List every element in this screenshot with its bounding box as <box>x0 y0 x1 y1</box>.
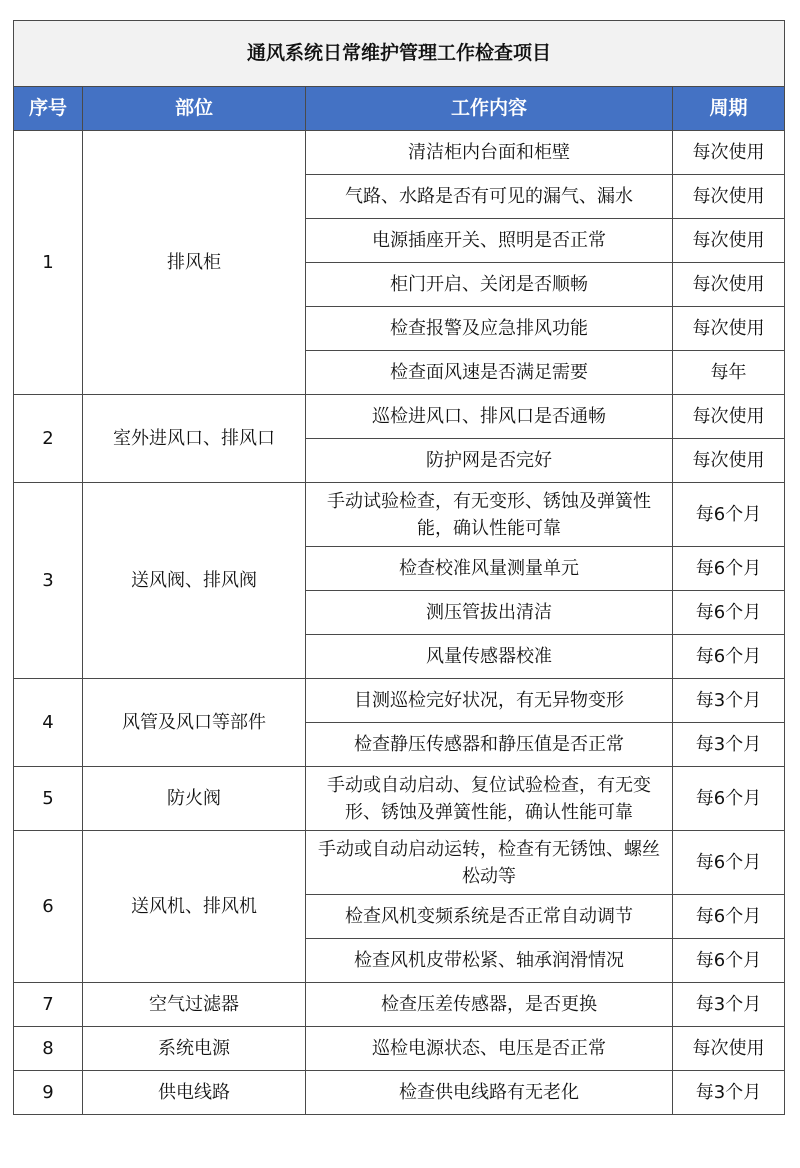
task-cycle: 每6个月 <box>673 483 785 547</box>
row-number: 8 <box>14 1027 83 1071</box>
task-cycle: 每6个月 <box>673 767 785 831</box>
task-cycle: 每6个月 <box>673 831 785 895</box>
task-cycle: 每6个月 <box>673 547 785 591</box>
part-name: 防火阀 <box>83 767 306 831</box>
task-cycle: 每次使用 <box>673 219 785 263</box>
table-row <box>14 767 785 831</box>
table-row <box>14 483 785 547</box>
task-content: 检查风机变频系统是否正常自动调节 <box>306 895 673 939</box>
row-number: 5 <box>14 767 83 831</box>
part-name: 供电线路 <box>83 1071 306 1115</box>
header-row <box>14 87 785 131</box>
task-cycle: 每次使用 <box>673 395 785 439</box>
row-number: 1 <box>14 131 83 395</box>
task-cycle: 每6个月 <box>673 939 785 983</box>
task-content: 手动或自动启动运转，检查有无锈蚀、螺丝松动等 <box>306 831 673 895</box>
task-content: 防护网是否完好 <box>306 439 673 483</box>
task-content: 巡检电源状态、电压是否正常 <box>306 1027 673 1071</box>
row-number: 2 <box>14 395 83 483</box>
task-content: 检查压差传感器，是否更换 <box>306 983 673 1027</box>
task-cycle: 每次使用 <box>673 263 785 307</box>
title-row <box>14 21 785 87</box>
task-content: 巡检进风口、排风口是否通畅 <box>306 395 673 439</box>
task-cycle: 每次使用 <box>673 439 785 483</box>
task-cycle: 每3个月 <box>673 1071 785 1115</box>
task-content: 检查供电线路有无老化 <box>306 1071 673 1115</box>
header-part: 部位 <box>83 87 306 131</box>
task-content: 柜门开启、关闭是否顺畅 <box>306 263 673 307</box>
task-content: 目测巡检完好状况，有无异物变形 <box>306 679 673 723</box>
row-number: 7 <box>14 983 83 1027</box>
maintenance-table-container <box>13 20 784 1115</box>
row-number: 3 <box>14 483 83 679</box>
task-content: 手动或自动启动、复位试验检查，有无变形、锈蚀及弹簧性能，确认性能可靠 <box>306 767 673 831</box>
maintenance-table <box>13 20 785 1115</box>
table-row <box>14 131 785 175</box>
task-content: 电源插座开关、照明是否正常 <box>306 219 673 263</box>
table-row <box>14 395 785 439</box>
task-content: 手动试验检查，有无变形、锈蚀及弹簧性能，确认性能可靠 <box>306 483 673 547</box>
task-cycle: 每3个月 <box>673 723 785 767</box>
task-content: 检查面风速是否满足需要 <box>306 351 673 395</box>
task-cycle: 每6个月 <box>673 635 785 679</box>
part-name: 空气过滤器 <box>83 983 306 1027</box>
table-title: 通风系统日常维护管理工作检查项目 <box>14 21 785 87</box>
row-number: 6 <box>14 831 83 983</box>
task-cycle: 每次使用 <box>673 1027 785 1071</box>
task-content: 气路、水路是否有可见的漏气、漏水 <box>306 175 673 219</box>
task-cycle: 每次使用 <box>673 175 785 219</box>
task-content: 检查风机皮带松紧、轴承润滑情况 <box>306 939 673 983</box>
header-no: 序号 <box>14 87 83 131</box>
task-content: 测压管拔出清洁 <box>306 591 673 635</box>
part-name: 系统电源 <box>83 1027 306 1071</box>
task-cycle: 每次使用 <box>673 307 785 351</box>
task-cycle: 每年 <box>673 351 785 395</box>
header-cycle: 周期 <box>673 87 785 131</box>
row-number: 9 <box>14 1071 83 1115</box>
part-name: 排风柜 <box>83 131 306 395</box>
task-content: 检查报警及应急排风功能 <box>306 307 673 351</box>
table-row <box>14 1027 785 1071</box>
task-cycle: 每3个月 <box>673 679 785 723</box>
task-content: 清洁柜内台面和柜壁 <box>306 131 673 175</box>
task-cycle: 每6个月 <box>673 895 785 939</box>
table-row <box>14 983 785 1027</box>
task-content: 风量传感器校准 <box>306 635 673 679</box>
table-row <box>14 1071 785 1115</box>
task-cycle: 每6个月 <box>673 591 785 635</box>
row-number: 4 <box>14 679 83 767</box>
task-content: 检查静压传感器和静压值是否正常 <box>306 723 673 767</box>
part-name: 风管及风口等部件 <box>83 679 306 767</box>
table-row <box>14 831 785 895</box>
task-cycle: 每次使用 <box>673 131 785 175</box>
part-name: 送风阀、排风阀 <box>83 483 306 679</box>
part-name: 室外进风口、排风口 <box>83 395 306 483</box>
table-row <box>14 679 785 723</box>
task-content: 检查校准风量测量单元 <box>306 547 673 591</box>
task-cycle: 每3个月 <box>673 983 785 1027</box>
header-content: 工作内容 <box>306 87 673 131</box>
part-name: 送风机、排风机 <box>83 831 306 983</box>
